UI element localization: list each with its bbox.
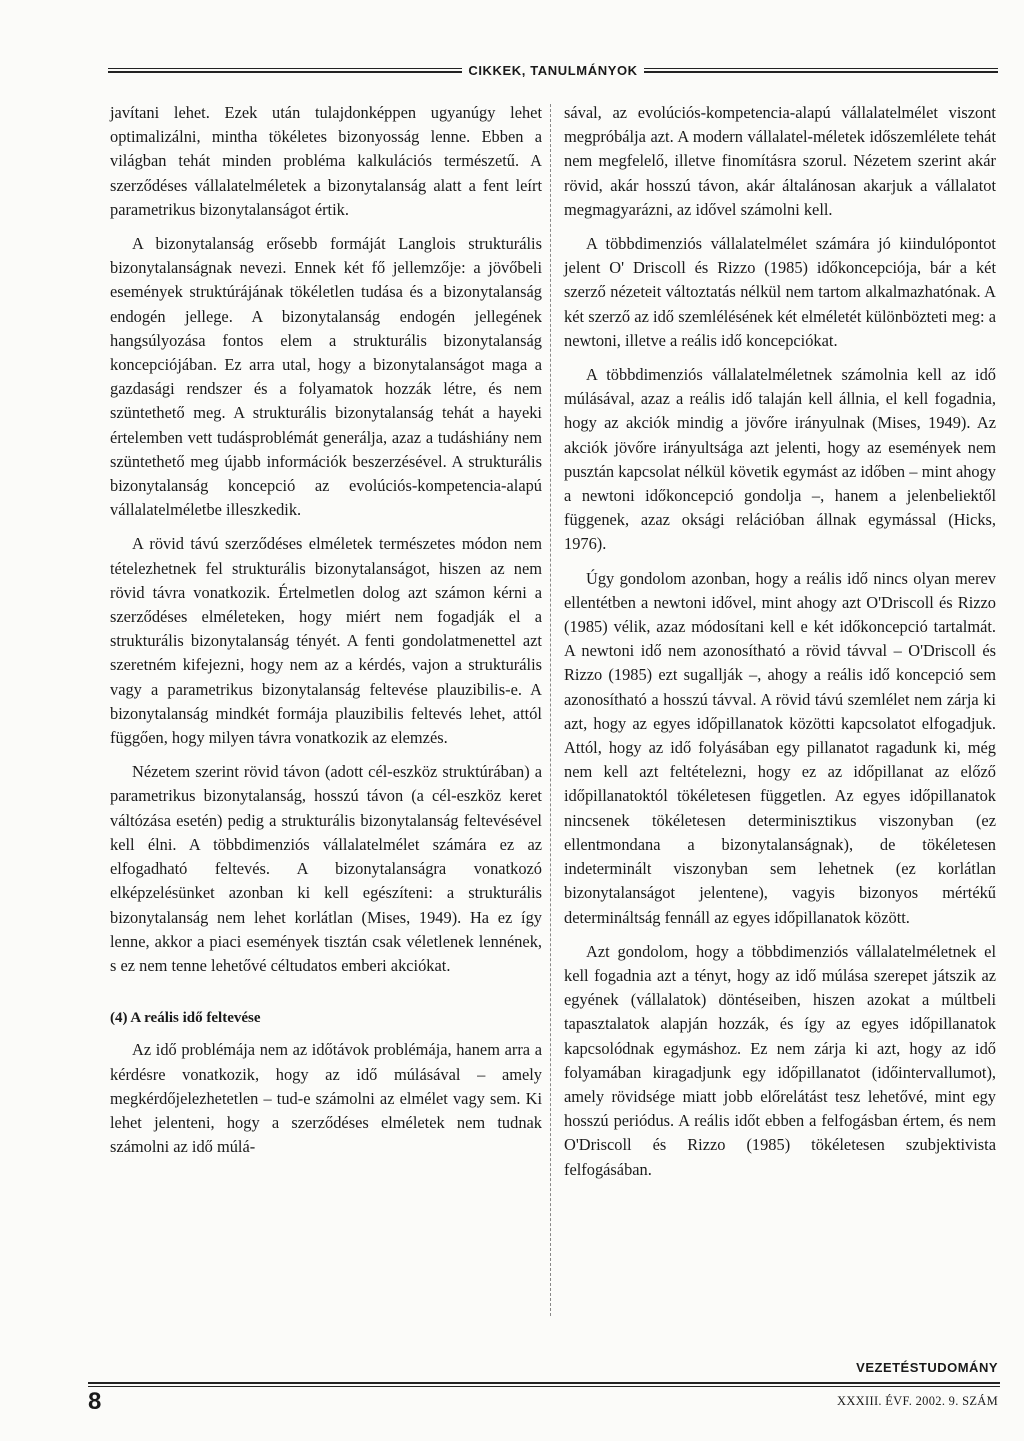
page-number: 8 [88,1388,102,1415]
section-heading: (4) A reális idő feltevése [110,1010,261,1027]
paragraph: Az idő problémája nem az időtávok problémája, hanem arra a kérdésre vonatkozik, hogy az idő múlásával – amely megkérdőjelezhetetlen – tud-e számolni az elmélet vagy sem. Ki lehet jelenteni, hogy a szerződéses elméletek nem tudnak számolni az idő múlá- [110,1040,542,1157]
running-header [108,58,998,82]
issue-info: XXXIII. ÉVF. 2002. 9. SZÁM [837,1394,998,1408]
header-rule-right [644,68,998,73]
paragraph: Úgy gondolom azonban, hogy a reális idő nincs olyan merev ellentétben a newtoni idővel, mint ahogy azt O'Driscoll és Rizzo (1985) vélik, azaz módosítani kell e két időkoncepció tartalmát. A newtoni idő nem azonosítható a rövid távval – O'Driscoll és Rizzo (1985) ezt sugallják –, ahogy a reális idő koncepció sem azonosítható a hosszú távval. A rövid távú szemlélet nem zárja ki azt, hogy az egyes időpillanatok közötti kapcsolatot elfogadjuk. Attól, hogy az idő folyásában egy pillanatot ragadunk ki, még nem kell azt feltételezni, hogy ez az időpillanat az előző időpillanatoktól tökéletesen független. Az egyes időpillanatok nincsenek tökéletesen determinisztikus viszonyban (ez ellentmondana a bizonytalanságnak), de tökéletesen indeterminált viszonyban sem lehetnek (ez korlátlan bizonytalanságot jelentene), vagyis bizonyos mértékű determináltság fennáll az egyes időpillanatok között. [564,568,996,927]
paragraph: A többdimenziós vállalatelméletnek számolnia kell az idő múlásával, azaz a reális idő talaján kell állnia, el kell fogadnia, hogy az akciók mindig a jövőre irányulnak (Mises, 1949). Az akciók jövőre irányultsága azt jelenti, hogy az események nem pusztán kapcsolat nélkül követik egymást az időben – mint ahogy a newtoni időkoncepció gondolja –, hanem a jelenbeliektől függenek, azaz oksági relációban állnak egymással (Hicks, 1976). [564,365,996,554]
magazine-name: VEZETÉSTUDOMÁNY [856,1360,998,1375]
right-column [564,101,996,1192]
footer-rule [88,1382,1000,1387]
section-title: CIKKEK, TANULMÁNYOK [468,62,638,78]
paragraph: javítani lehet. Ezek után tulajdonképpen ugyanúgy lehet optimalizálni, mintha tökéletes bizonyosság lenne. Ebben a világban tehát minden probléma kalkulációs természetű. A szerződéses vállalatelméletek a bizonytalanság alatt a fent leírt parametrikus bizonytalanságot értik. [110,103,542,219]
paragraph: sával, az evolúciós-kompetencia-alapú vállalatelmélet viszont megpróbálja azt. A modern vállalatel-méletek időszemlélete tehát nem megfelelő, illetve finomításra szorul. Nézetem szerint akár rövid, akár hosszú távon, akár általánosan akarjuk a vállalatot megmagyarázni, az idővel számolni kell. [564,103,996,219]
header-rule-left [108,68,462,73]
left-column [110,101,542,1169]
paragraph: A rövid távú szerződéses elméletek természetes módon nem tételezhetnek fel strukturális bizonytalanságot, hiszen az nem rövid távra vonatkozik. Értelmetlen dolog azt számon kérni a szerződéses elméleteken, hogy miért nem fogadják el a strukturális bizonytalanság tényét. A fenti gondolatmenettel azt szeretném kifejezni, hogy nem az a kérdés, vajon a strukturális vagy a parametrikus bizonytalanság feltevése plauzibilis-e. A bizonytalanság mindkét formája plauzibilis feltevés lehet, attól függően, hogy milyen távra vonatkozik az elemzés. [110,534,542,748]
paragraph: A bizonytalanság erősebb formáját Langlois strukturális bizonytalanságnak nevezi. Ennek két fő jellemzője: a jövőbeli események struktúrájának tökéletlen tudása és a bizonytalanság endogén jellege. A bizonytalanság endogén jellegének hangsúlyozása fontos elem a strukturális bizonytalanság koncepciójában. Ez arra utal, hogy a bizonytalanságot maga a gazdasági rendszer és a folyamatok hozzák létre, és nem szüntethető meg. A strukturális bizonytalanság tehát a hayeki értelemben vett tudásproblémát generálja, azaz a tudáshiány nem szüntethető meg újabb információk beszerzésével. A strukturális bizonytalanság koncepció az evolúciós-kompetencia-alapú vállalatelméletbe illeszkedik. [110,234,542,520]
column-divider [550,104,551,1316]
paragraph: Nézetem szerint rövid távon (adott cél-eszköz struktúrában) a parametrikus bizonytalanság, hosszú távon (a cél-eszköz keret váltózása esetén) pedig a strukturális bizonytalanság feltevésével kell élni. A többdimenziós vállalatelmélet számára ez az elfogadható feltevés. A bizonytalanságra vonatkozó elképzelésünket azonban ki kell egészíteni: a strukturális bizonytalanság nem lehet korlátlan (Mises, 1949). Ha ez így lenne, akkor a piaci események tisztán csak véletlenek lennének, s ez nem tenne lehetővé céltudatos emberi akciókat. [110,762,542,975]
paragraph: A többdimenziós vállalatelmélet számára jó kiindulópontot jelent O' Driscoll és Rizzo (1985) időkoncepciója, bár a két szerző nézeteit változtatás nélkül nem tartom alkalmazhatónak. A két szerző az idő szemlélésének két elméletét különbözteti meg: a newtoni, illetve a reális idő koncepciókat. [564,234,996,350]
paragraph: Azt gondolom, hogy a többdimenziós vállalatelméletnek el kell fogadnia azt a tényt, hogy az idő múlása szerepet játszik az egyének (vállalatok) döntéseiben, hiszen azokat a múltbeli tapasztalatok alapján hozzák, és így az egyes időpillanatok kapcsolódnak egymáshoz. Ez nem zárja ki azt, hogy az idő folyamában kiragadjunk egy időpillanatot (időintervallumot), amely rövidsége miatt jobb előrelátást tesz lehetővé, mint egy hosszú periódus. A reális időt ebben a felfogásban értem, és nem O'Driscoll és Rizzo (1985) tökéletesen szubjektivista felfogásában. [564,941,996,1179]
page-footer [88,1360,1000,1420]
